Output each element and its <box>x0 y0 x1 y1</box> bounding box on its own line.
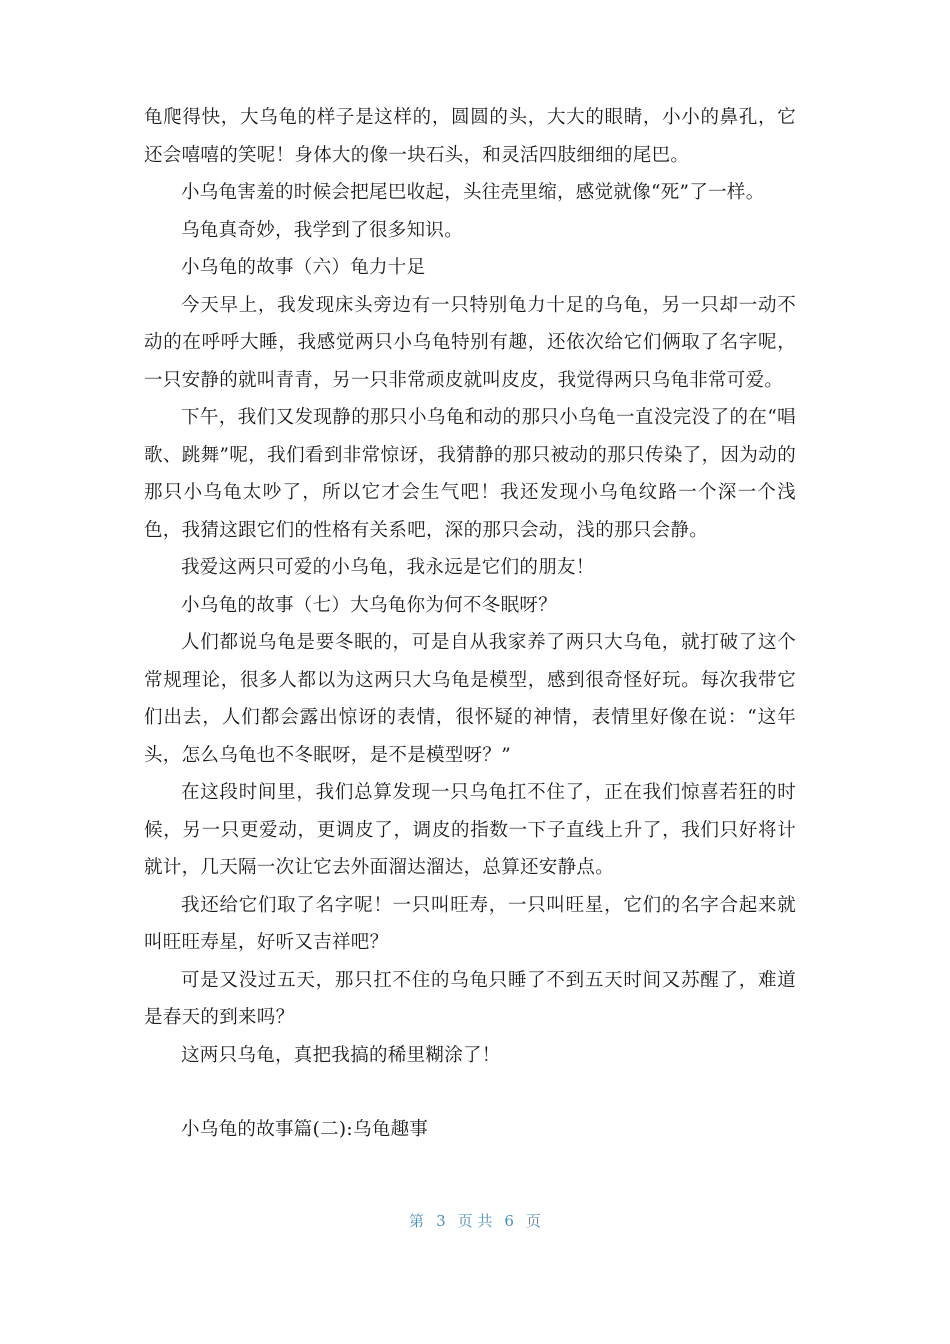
footer-label-end: 页 <box>525 1212 541 1230</box>
blank-line <box>144 1074 796 1111</box>
footer-label-of: 页 共 <box>457 1212 493 1230</box>
paragraph: 我还给它们取了名字呢！一只叫旺寿，一只叫旺星，它们的名字合起来就叫旺旺寿星，好听又吉祥吧？ <box>144 894 796 953</box>
paragraph: 人们都说乌龟是要冬眠的，可是自从我家养了两只大乌龟，就打破了这个常规理论，很多人都以为这两只大乌龟是模型，感到很奇怪好玩。每次我带它们出去，人们都会露出惊讶的表情，很怀疑的神情，表情里好像在说：“这年头，怎么乌龟也不冬眠呀，是不是模型呀？” <box>144 632 796 766</box>
current-page-number: 3 <box>436 1212 446 1230</box>
paragraph: 可是又没过五天，那只扛不住的乌龟只睡了不到五天时间又苏醒了，难道是春天的到来吗？ <box>144 969 796 1028</box>
paragraph: 乌龟真奇妙，我学到了很多知识。 <box>181 219 464 241</box>
paragraph: 今天早上，我发现床头旁边有一只特别龟力十足的乌龟，另一只却一动不动的在呼呼大睡，我感觉两只小乌龟特别有趣，还依次给它们俩取了名字呢，一只安静的就叫青青，另一只非常顽皮就叫皮皮，我觉得两只乌龟非常可爱。 <box>144 294 796 391</box>
section-heading: 小乌龟的故事篇(二):乌龟趣事 <box>181 1119 429 1140</box>
paragraph: 龟爬得快，大乌龟的样子是这样的，圆圆的头，大大的眼睛，小小的鼻孔，它还会嘻嘻的笑呢！身体大的像一块石头，和灵活四肢细细的尾巴。 <box>144 107 796 166</box>
total-pages-number: 6 <box>504 1212 514 1230</box>
paragraph: 这两只乌龟，真把我搞的稀里糊涂了！ <box>181 1044 501 1066</box>
page-footer <box>0 1210 950 1231</box>
story-subtitle: 小乌龟的故事（六）龟力十足 <box>181 257 426 278</box>
paragraph: 下午，我们又发现静的那只小乌龟和动的那只小乌龟一直没完没了的在“唱歌、跳舞”呢，我们看到非常惊讶，我猜静的那只被动的那只传染了，因为动的那只小乌龟太吵了，所以它才会生气吧！我还发现小乌龟纹路一个深一个浅色，我猜这跟它们的性格有关系吧，深的那只会动，浅的那只会静。 <box>144 407 796 541</box>
paragraph: 在这段时间里，我们总算发现一只乌龟扛不住了，正在我们惊喜若狂的时候，另一只更爱动，更调皮了，调皮的指数一下子直线上升了，我们只好将计就计，几天隔一次让它去外面溜达溜达，总算还安静点。 <box>144 782 796 878</box>
story-subtitle: 小乌龟的故事（七）大乌龟你为何不冬眠呀？ <box>181 594 558 616</box>
paragraph: 小乌龟害羞的时候会把尾巴收起，头往壳里缩，感觉就像“死”了一样。 <box>181 182 765 203</box>
paragraph: 我爱这两只可爱的小乌龟，我永远是它们的朋友！ <box>181 557 595 578</box>
document-body <box>144 99 796 1149</box>
footer-label-page: 第 <box>409 1212 425 1230</box>
